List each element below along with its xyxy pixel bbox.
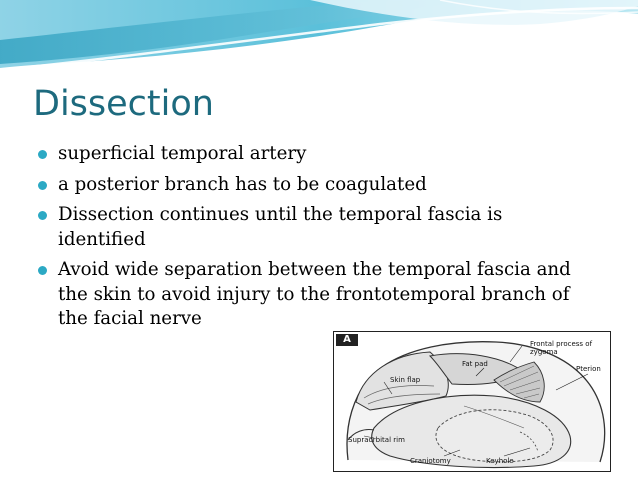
bullet-text: Dissection continues until the temporal fascia is identified [58,204,503,250]
bullet-text: a posterior branch has to be coagulated [58,173,427,195]
label-craniotomy: Craniotomy [410,457,451,465]
bullet-item [36,258,576,332]
label-pterion: Pterion [576,365,601,373]
bullet-dot-icon [38,150,47,159]
bullet-dot-icon [38,211,47,220]
surgical-illustration [333,331,611,472]
bullet-item [36,142,576,167]
header-wave-decoration [0,0,638,80]
slide-title: Dissection [33,84,214,124]
bullet-text: Avoid wide separation between the temporal fascia and the skin to avoid injury to the frontotemporal branch of the facial nerve [58,259,571,329]
bullet-item [36,203,576,252]
label-fat-pad: Fat pad [462,360,488,368]
panel-label: A [336,334,358,346]
label-supraorbital-rim: Supraorbital rim [348,436,405,444]
label-skin-flap: Skin flap [390,376,421,384]
label-keyhole: Keyhole [486,457,514,465]
bullet-dot-icon [38,266,47,275]
bullet-list [36,142,576,338]
bullet-text: superficial temporal artery [58,143,307,164]
bullet-item [36,173,576,198]
label-frontal-process: Frontal process of zygoma [530,340,593,356]
bullet-dot-icon [38,181,47,190]
